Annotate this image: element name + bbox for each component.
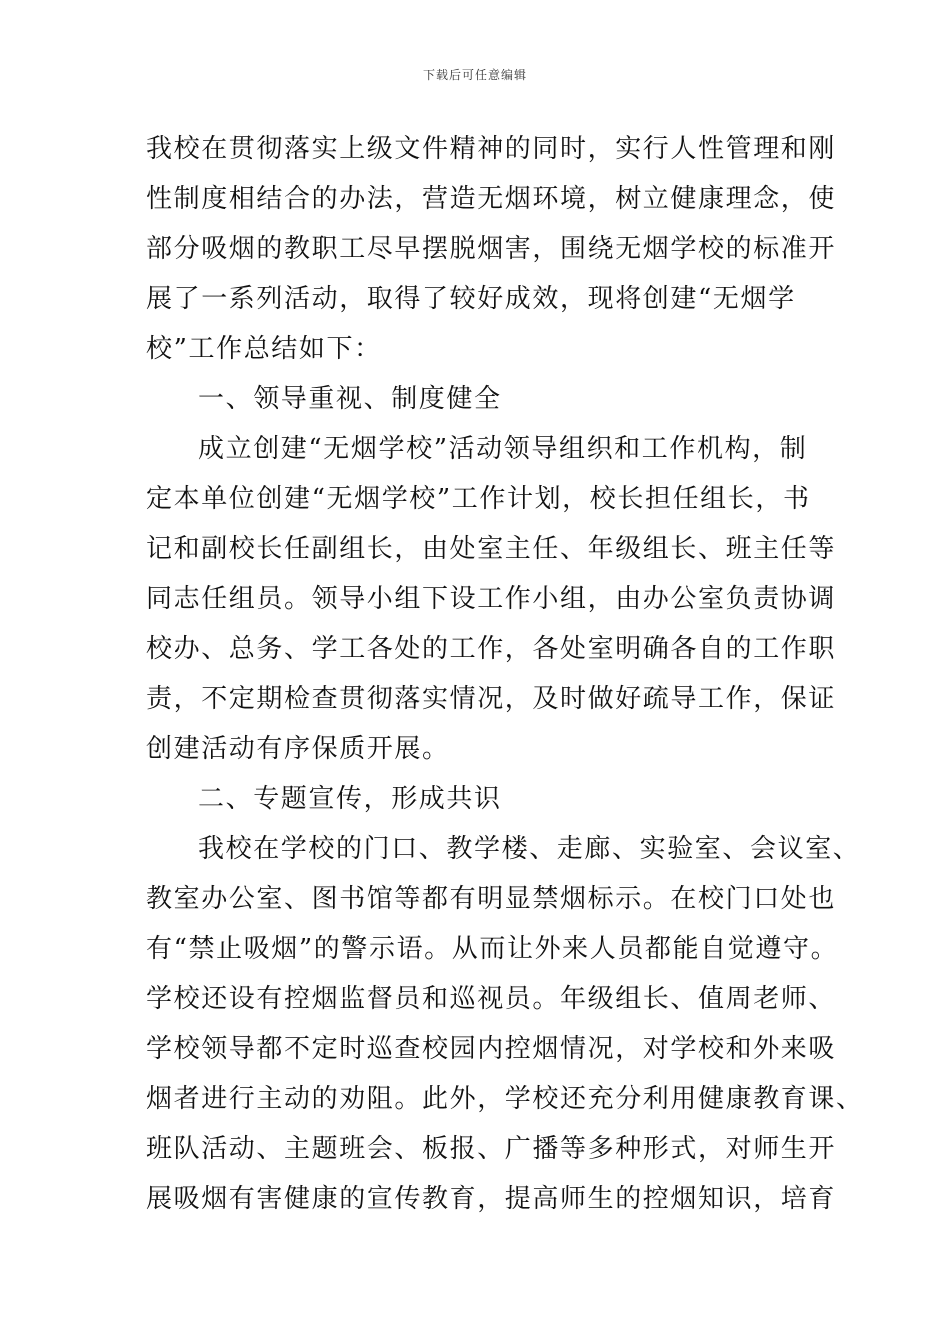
paragraph-line: 校”工作总结如下： — [146, 334, 382, 364]
paragraph-line: 我校在学校的门口、教学楼、走廊、实验室、会议室、 — [198, 834, 861, 864]
paragraph-line: 成立创建“无烟学校”活动领导组织和工作机构，制 — [198, 434, 808, 464]
paragraph-line: 同志任组员。领导小组下设工作小组，由办公室负责协调 — [146, 584, 837, 614]
paragraph-line: 性制度相结合的办法，营造无烟环境，树立健康理念，使 — [146, 184, 837, 214]
paragraph-line: 我校在贯彻落实上级文件精神的同时，实行人性管理和刚 — [146, 134, 837, 164]
paragraph-line: 部分吸烟的教职工尽早摆脱烟害，围绕无烟学校的标准开 — [146, 234, 837, 264]
paragraph-line: 有“禁止吸烟”的警示语。从而让外来人员都能自觉遵守。 — [146, 934, 839, 964]
paragraph-line: 班队活动、主题班会、板报、广播等多种形式，对师生开 — [146, 1134, 837, 1164]
paragraph-line: 展了一系列活动，取得了较好成效，现将创建“无烟学 — [146, 284, 796, 314]
paragraph-line: 定本单位创建“无烟学校”工作计划，校长担任组长，书 — [146, 484, 811, 514]
paragraph-line: 记和副校长任副组长，由处室主任、年级组长、班主任等 — [146, 534, 837, 564]
section-heading: 二、专题宣传，形成共识 — [198, 784, 502, 814]
paragraph-line: 烟者进行主动的劝阻。此外，学校还充分利用健康教育课、 — [146, 1084, 864, 1114]
paragraph-line: 学校领导都不定时巡查校园内控烟情况，对学校和外来吸 — [146, 1034, 837, 1064]
paragraph-line: 校办、总务、学工各处的工作，各处室明确各自的工作职 — [146, 634, 837, 664]
paragraph-line: 创建活动有序保质开展。 — [146, 734, 450, 764]
paragraph-line: 展吸烟有害健康的宣传教育，提高师生的控烟知识，培育 — [146, 1184, 837, 1214]
paragraph-line: 学校还设有控烟监督员和巡视员。年级组长、值周老师、 — [146, 984, 837, 1014]
section-heading: 一、领导重视、制度健全 — [198, 384, 502, 414]
paragraph-line: 责，不定期检查贯彻落实情况，及时做好疏导工作，保证 — [146, 684, 837, 714]
paragraph-line: 教室办公室、图书馆等都有明显禁烟标示。在校门口处也 — [146, 884, 837, 914]
header-note: 下载后可任意编辑 — [422, 68, 527, 82]
document-body — [146, 124, 864, 1224]
